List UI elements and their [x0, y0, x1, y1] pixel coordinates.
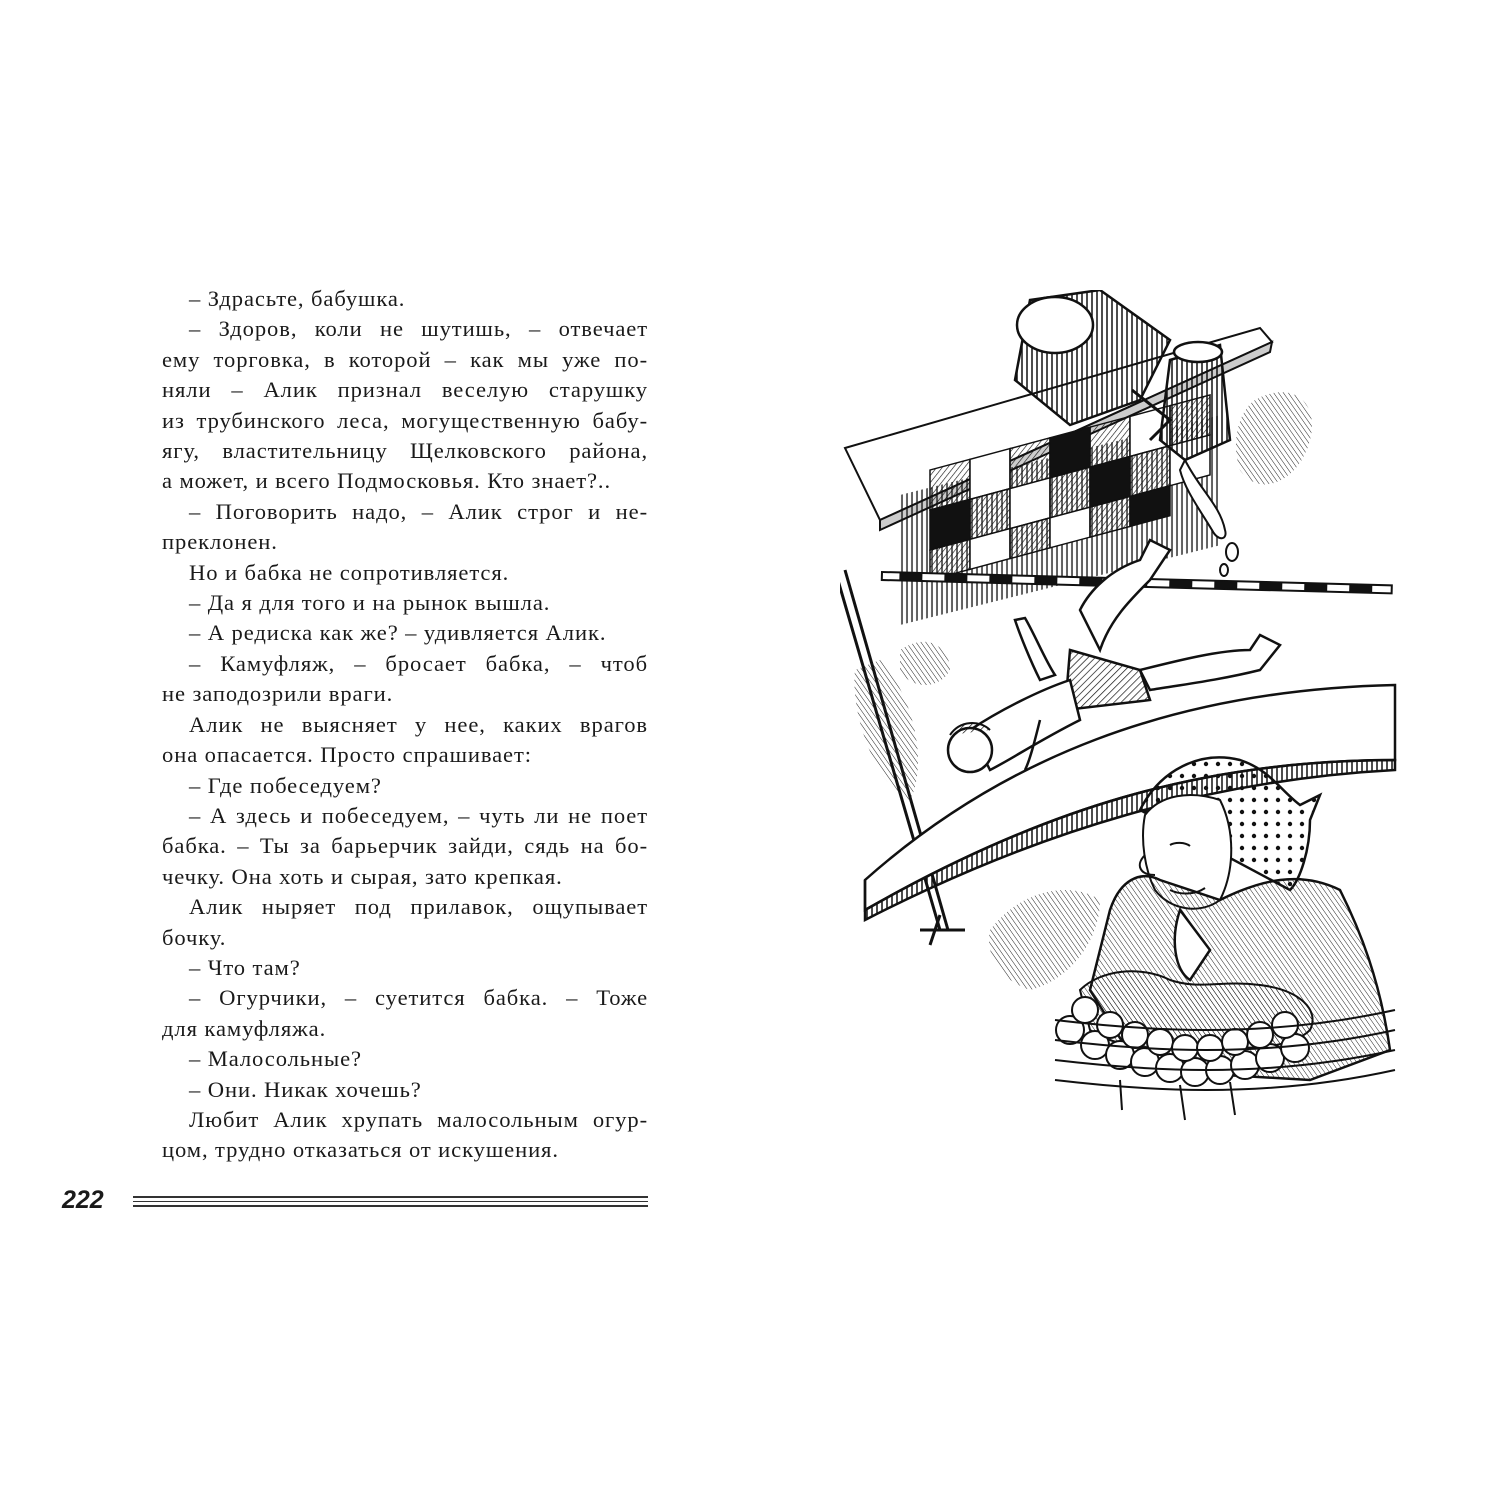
- text-line: – Да я для того и на рынок вышла.: [189, 590, 551, 616]
- text-line: Алик не выясняет у нее, каких врагов: [189, 711, 648, 737]
- text-line: а может, и всего Подмосковья. Кто знает?..: [162, 468, 612, 494]
- text-line: ему торговка, в которой – как мы уже по-: [162, 346, 648, 372]
- text-line: из трубинского леса, могущественную бабу-: [162, 407, 648, 433]
- text-line: – Огурчики, – суетится бабка. – Тоже: [189, 985, 648, 1011]
- text-line: – Камуфляж, – бросает бабка, – чтоб: [189, 650, 648, 676]
- grass-tuft-right: [1236, 392, 1312, 484]
- text-line: не заподозрили враги.: [162, 681, 394, 707]
- footer-rule-mid: [133, 1201, 648, 1202]
- text-line: – Они. Никак хочешь?: [189, 1076, 422, 1102]
- text-line: Любит Алик хрупать малосольным огур-: [189, 1106, 648, 1132]
- text-line: Но и бабка не сопротивляется.: [189, 559, 510, 585]
- text-line: няли – Алик признал веселую старушку: [162, 377, 648, 403]
- text-line: бабка. – Ты за барьерчик зайди, сядь на бо-: [162, 833, 648, 859]
- text-line: ягу, властительницу Щелковского района,: [162, 438, 648, 464]
- text-line: бочку.: [162, 924, 227, 950]
- grass-tuft-left: [854, 642, 950, 800]
- page-number: 222: [62, 1186, 104, 1214]
- text-line: цом, трудно отказаться от искушения.: [162, 1137, 559, 1163]
- illustration: [840, 290, 1400, 1150]
- bucket-small: [1160, 342, 1230, 460]
- text-line: она опасается. Просто спрашивает:: [162, 742, 532, 768]
- text-line: – Малосольные?: [189, 1046, 362, 1072]
- footer-rule-bottom: [133, 1205, 648, 1207]
- text-line: – Что там?: [189, 954, 301, 980]
- text-line: – Поговорить надо, – Алик строг и не-: [189, 498, 648, 524]
- body-text: [162, 284, 648, 1166]
- footer-rule-top: [133, 1196, 648, 1198]
- text-line: для камуфляжа.: [162, 1015, 327, 1041]
- text-line: – А здесь и побеседуем, – чуть ли не поет: [189, 802, 648, 828]
- text-line: – Где побеседуем?: [189, 772, 382, 798]
- text-line: преклонен.: [162, 529, 278, 555]
- text-line: – Здрасьте, бабушка.: [189, 286, 406, 311]
- text-line: – Здоров, коли не шутишь, – отвечает: [189, 316, 648, 342]
- text-line: Алик ныряет под прилавок, ощупывает: [189, 894, 648, 920]
- grass-tuft-bottom: [989, 890, 1100, 990]
- text-line: чечку. Она хоть и сырая, зато крепкая.: [162, 863, 563, 889]
- text-line: – А редиска как же? – удивляется Алик.: [189, 620, 607, 646]
- radish-bunches: [1056, 971, 1313, 1120]
